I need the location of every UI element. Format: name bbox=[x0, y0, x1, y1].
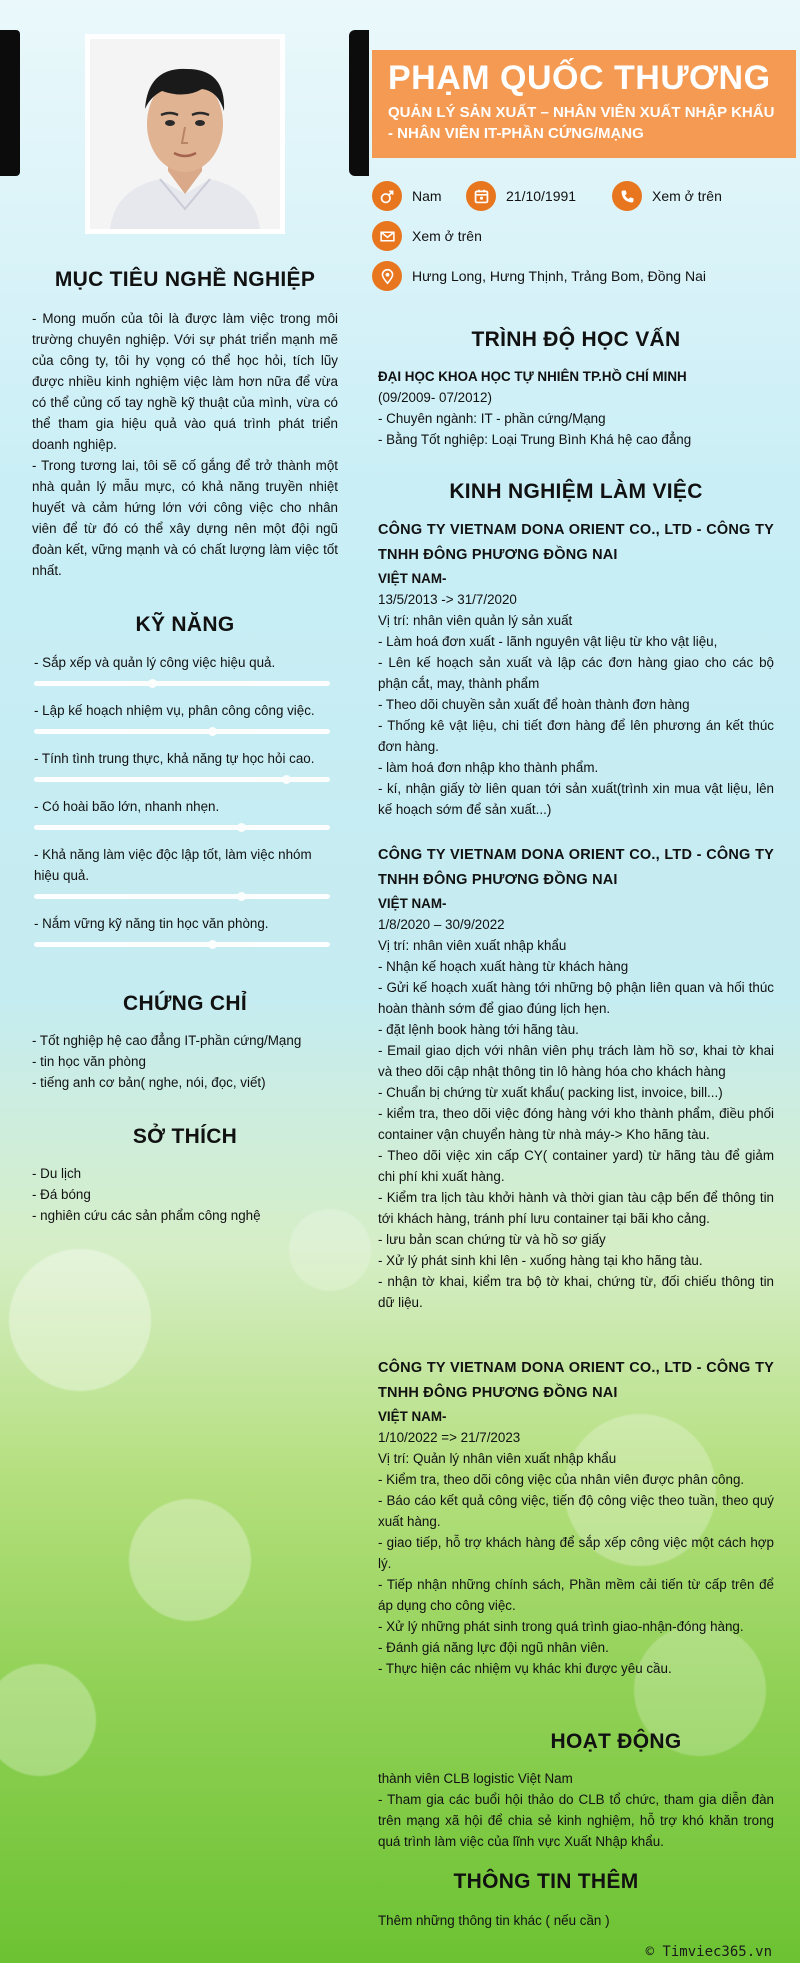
skill-level-knob bbox=[208, 940, 217, 949]
job-line: - Theo dõi chuyền sản xuất để hoàn thành đơn hàng bbox=[378, 697, 690, 712]
skill-label: - Khả năng làm việc độc lập tốt, làm việc nhóm hiệu quả. bbox=[34, 847, 312, 883]
company-country: VIỆT NAM- bbox=[378, 1409, 447, 1424]
job-line: - Làm hoá đơn xuất - lãnh nguyên vật liệu từ kho vật liệu, bbox=[378, 634, 718, 649]
phone-icon bbox=[612, 181, 642, 211]
job-line: - Xử lý phát sinh khi lên - xuống hàng tại kho hãng tàu. bbox=[378, 1253, 703, 1268]
job-line: - Lên kế hoạch sản xuất và lập các đơn hàng giao cho các bộ phận cắt, may, thành phẩm bbox=[378, 655, 774, 691]
major: - Chuyên ngành: IT - phần cứng/Mạng bbox=[378, 411, 606, 426]
skill-item bbox=[34, 700, 330, 734]
location-pin-icon bbox=[372, 261, 402, 291]
more-info-text: Thêm những thông tin khác ( nếu cần ) bbox=[378, 1913, 610, 1928]
profile-photo bbox=[85, 34, 285, 234]
experience-section bbox=[378, 480, 774, 504]
company-name: CÔNG TY VIETNAM DONA ORIENT CO., LTD - CÔNG TY TNHH ĐÔNG PHƯƠNG ĐỒNG NAI bbox=[378, 522, 774, 563]
contact-dob bbox=[466, 181, 576, 211]
skills-section bbox=[32, 613, 338, 637]
company-country: VIỆT NAM- bbox=[378, 571, 447, 586]
job-period: 1/8/2020 – 30/9/2022 bbox=[378, 917, 505, 932]
job-line: - kiểm tra, theo dõi việc đóng hàng với kho thành phẩm, điều phối container vận chuyển hàng từ nhà máy-> Kho hãng tàu. bbox=[378, 1106, 774, 1142]
certificates-section bbox=[32, 992, 338, 1093]
hobby-item: - nghiên cứu các sản phẩm công nghệ bbox=[32, 1208, 261, 1223]
study-period: (09/2009- 07/2012) bbox=[378, 390, 492, 405]
skill-level-bar bbox=[34, 729, 330, 734]
job-period: 13/5/2013 -> 31/7/2020 bbox=[378, 592, 517, 607]
objective-paragraph-1: - Mong muốn của tôi là được làm việc trong môi trường chuyên nghiệp. Với sự phát triển mạnh mẽ của công ty, tôi hy vọng có thể học hỏi, tích lũy được nhiều kinh nghiệm việc làm hơn nữa để vừa có thể củng cố tay nghề kỹ thuật của mình, vừa có thể tham gia hiệu quả vào quá trình phát triển doanh nghiệp. bbox=[32, 311, 338, 452]
activity-membership: thành viên CLB logistic Việt Nam bbox=[378, 1771, 573, 1786]
email-text: Xem ở trên bbox=[412, 228, 482, 244]
address-text: Hưng Long, Hưng Thịnh, Trảng Bom, Đồng Nai bbox=[412, 268, 706, 284]
skill-item bbox=[34, 844, 330, 899]
hobbies-section bbox=[32, 1125, 338, 1226]
skill-level-bar bbox=[34, 777, 330, 782]
more-info-title: THÔNG TIN THÊM bbox=[453, 1870, 639, 1893]
company-country: VIỆT NAM- bbox=[378, 896, 447, 911]
education-section bbox=[378, 328, 774, 450]
hobby-item: - Đá bóng bbox=[32, 1187, 91, 1202]
certificate-item: - Tốt nghiệp hệ cao đẳng IT-phần cứng/Mạng bbox=[32, 1033, 302, 1048]
skill-level-knob bbox=[148, 679, 157, 688]
job-line: - Chuẩn bị chứng từ xuất khẩu( packing list, invoice, bill...) bbox=[378, 1085, 723, 1100]
header-banner bbox=[372, 50, 796, 158]
job-line: - Báo cáo kết quả công việc, tiến độ công việc theo tuần, theo quý xuất hàng. bbox=[378, 1493, 774, 1529]
job-line: - Đánh giá năng lực đội ngũ nhân viên. bbox=[378, 1640, 609, 1655]
skill-item bbox=[34, 748, 330, 782]
certificate-item: - tin học văn phòng bbox=[32, 1054, 146, 1069]
contact-address bbox=[372, 261, 706, 291]
skill-level-bar bbox=[34, 894, 330, 899]
skill-level-knob bbox=[237, 823, 246, 832]
job-line: - đặt lệnh book hàng tới hãng tàu. bbox=[378, 1022, 579, 1037]
objective-title: MỤC TIÊU NGHỀ NGHIỆP bbox=[54, 268, 316, 291]
activity-description: - Tham gia các buổi hội thảo do CLB tổ chức, tham gia diễn đàn trên mạng xã hội để chia sẻ kinh nghiệm, hỗ trợ khó khăn trong quá trình làm việc của lĩnh vực Xuất Nhập khẩu. bbox=[378, 1792, 774, 1849]
job-line: - Nhận kế hoạch xuất hàng từ khách hàng bbox=[378, 959, 629, 974]
contact-gender bbox=[372, 181, 442, 211]
certificate-item: - tiếng anh cơ bản( nghe, nói, đọc, viết) bbox=[32, 1075, 266, 1090]
calendar-icon bbox=[466, 181, 496, 211]
job-line: - Email giao dịch với nhân viên phụ trách làm hồ sơ, khai tờ khai và theo dõi cập nhật thông tin lô hàng hóa cho khách hàng bbox=[378, 1043, 774, 1079]
job-line: - Theo dõi việc xin cấp CY( container yard) từ hãng tàu để giảm chi phí khi xuất hàng. bbox=[378, 1148, 774, 1184]
job-entry-2 bbox=[378, 843, 774, 1313]
job-line: Vị trí: nhân viên xuất nhập khẩu bbox=[378, 938, 567, 953]
skills-title: KỸ NĂNG bbox=[135, 613, 235, 636]
hobbies-title: SỞ THÍCH bbox=[132, 1125, 238, 1148]
job-line: - làm hoá đơn nhập kho thành phẩm. bbox=[378, 760, 599, 775]
skill-item bbox=[34, 913, 330, 947]
skill-level-knob bbox=[208, 727, 217, 736]
job-line: - Kiểm tra, theo dõi công việc của nhân viên được phân công. bbox=[378, 1472, 745, 1487]
job-line: Vị trí: Quản lý nhân viên xuất nhập khẩu bbox=[378, 1451, 617, 1466]
job-titles: QUẢN LÝ SẢN XUẤT – NHÂN VIÊN XUẤT NHẬP KHẨU - NHÂN VIÊN IT-PHẦN CỨNG/MẠNG bbox=[388, 104, 775, 142]
decor-bar-left bbox=[0, 30, 20, 176]
job-line: - Tiếp nhận những chính sách, Phần mềm cải tiến từ cấp trên để áp dụng cho công việc. bbox=[378, 1577, 774, 1613]
job-entry-3 bbox=[378, 1356, 774, 1679]
skill-item bbox=[34, 796, 330, 830]
experience-title: KINH NGHIỆM LÀM VIỆC bbox=[449, 480, 703, 503]
skill-label: - Có hoài bão lớn, nhanh nhẹn. bbox=[34, 799, 220, 814]
job-line: - Thực hiện các nhiệm vụ khác khi được yêu cầu. bbox=[378, 1661, 672, 1676]
activities-title: HOẠT ĐỘNG bbox=[550, 1730, 682, 1753]
email-icon bbox=[372, 221, 402, 251]
job-line: Vị trí: nhân viên quản lý sản xuất bbox=[378, 613, 573, 628]
skill-label: - Tính tình trung thực, khả năng tự học hỏi cao. bbox=[34, 751, 315, 766]
company-name: CÔNG TY VIETNAM DONA ORIENT CO., LTD - CÔNG TY TNHH ĐÔNG PHƯƠNG ĐỒNG NAI bbox=[378, 847, 774, 888]
gender-icon bbox=[372, 181, 402, 211]
objective-paragraph-2: - Trong tương lai, tôi sẽ cố gắng để trở thành một nhà quản lý mẫu mực, có khả năng truyền nhiệt huyết và cảm hứng lớn với công việc cho nhân viên để từ đó có thể xây dựng nên một đội ngũ đoàn kết, vững mạnh và có chất lượng làm việc tốt nhất. bbox=[32, 458, 338, 578]
more-info-section bbox=[378, 1870, 774, 1931]
skill-level-bar bbox=[34, 825, 330, 830]
job-line: - Gửi kế hoạch xuất hàng tới những bộ phận liên quan và hối thúc hoàn thành sớm để giao đúng lịch hẹn. bbox=[378, 980, 774, 1016]
job-line: - kí, nhận giấy tờ liên quan tới sản xuất(trình xin mua vật liệu, lên kế hoạch sớm để sản xuất...) bbox=[378, 781, 774, 817]
skill-level-bar bbox=[34, 681, 330, 686]
contact-email bbox=[372, 221, 482, 251]
skill-level-knob bbox=[237, 892, 246, 901]
phone-text: Xem ở trên bbox=[652, 188, 722, 204]
certificates-title: CHỨNG CHỈ bbox=[123, 992, 247, 1015]
job-entry-1 bbox=[378, 518, 774, 820]
job-line: - nhận tờ khai, kiểm tra bộ tờ khai, chứng từ, đối chiếu thông tin dữ liệu. bbox=[378, 1274, 774, 1310]
job-line: - Xử lý những phát sinh trong quá trình giao-nhận-đóng hàng. bbox=[378, 1619, 744, 1634]
job-line: - giao tiếp, hỗ trợ khách hàng để sắp xếp công việc một cách hợp lý. bbox=[378, 1535, 774, 1571]
dob-text: 21/10/1991 bbox=[506, 188, 577, 204]
skill-label: - Lập kế hoạch nhiệm vụ, phân công công việc. bbox=[34, 703, 315, 718]
hobby-item: - Du lịch bbox=[32, 1166, 82, 1181]
education-title: TRÌNH ĐỘ HỌC VẤN bbox=[471, 328, 681, 351]
job-line: - Kiểm tra lịch tàu khởi hành và thời gian tàu cập bến để thông tin tới khách hàng, tránh phí lưu container tại bãi kho cảng. bbox=[378, 1190, 774, 1226]
gender-text: Nam bbox=[412, 188, 442, 204]
company-name: CÔNG TY VIETNAM DONA ORIENT CO., LTD - CÔNG TY TNHH ĐÔNG PHƯƠNG ĐỒNG NAI bbox=[378, 1360, 774, 1401]
job-period: 1/10/2022 => 21/7/2023 bbox=[378, 1430, 521, 1445]
skill-label: - Sắp xếp và quản lý công việc hiệu quả. bbox=[34, 655, 276, 670]
job-line: - lưu bản scan chứng từ và hồ sơ giấy bbox=[378, 1232, 606, 1247]
job-line: - Thống kê vật liệu, chi tiết đơn hàng để lên phương án kết thúc đơn hàng. bbox=[378, 718, 774, 754]
degree: - Bằng Tốt nghiệp: Loại Trung Bình Khá hệ cao đẳng bbox=[378, 432, 692, 447]
skill-item bbox=[34, 652, 330, 686]
portrait-image bbox=[90, 39, 280, 229]
skill-level-bar bbox=[34, 942, 330, 947]
decor-bar-right bbox=[349, 30, 369, 176]
activities-section bbox=[378, 1730, 774, 1852]
candidate-name: PHẠM QUỐC THƯƠNG bbox=[388, 59, 771, 97]
objective-section bbox=[32, 268, 338, 581]
watermark: © Timviec365.vn bbox=[645, 1944, 772, 1960]
skill-label: - Nắm vững kỹ năng tin học văn phòng. bbox=[34, 916, 269, 931]
skill-level-knob bbox=[282, 775, 291, 784]
school-name: ĐẠI HỌC KHOA HỌC TỰ NHIÊN TP.HỒ CHÍ MINH bbox=[378, 369, 687, 384]
contact-phone bbox=[612, 181, 722, 211]
